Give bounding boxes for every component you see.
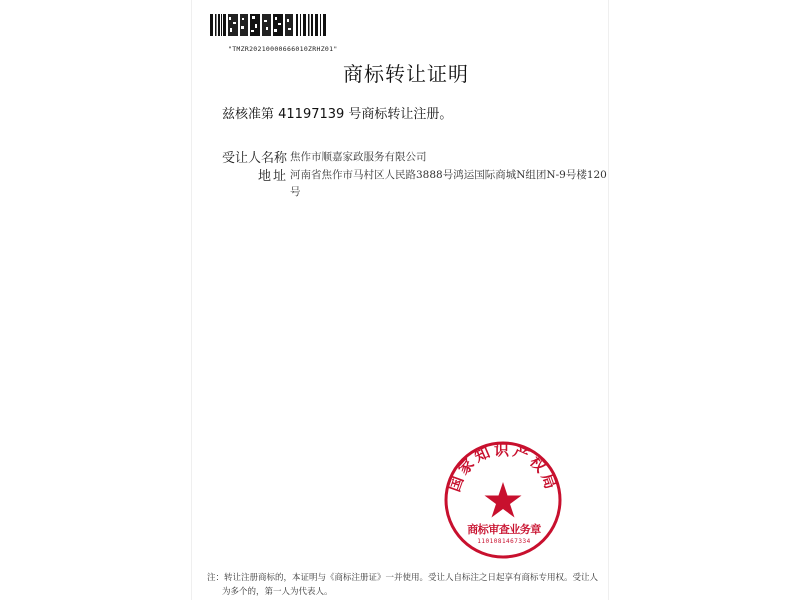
address-value-line2: 号 [290, 186, 301, 198]
footnote [207, 571, 597, 599]
approval-statement: 兹核准第 41197139 号商标转让注册。 [222, 107, 453, 122]
footnote-line2: 为多个的，第一人为代表人。 [222, 587, 333, 597]
document-title: 商标转让证明 [343, 62, 469, 86]
seal-unit-name: 商标审查业务章 [467, 523, 541, 536]
barcode-icon [210, 14, 328, 36]
transferee-value: 焦作市顺嘉家政服务有限公司 [290, 151, 427, 163]
address-label: 地址 [258, 169, 289, 184]
barcode-number: "TMZR20210000666010ZRHZ01" [228, 45, 338, 53]
address-value-line1: 河南省焦作市马村区人民路3888号鸿运国际商城N组团N-9号楼120 [290, 169, 607, 181]
barcode-block [210, 14, 350, 53]
footnote-line1: 注：转让注册商标的，本证明与《商标注册证》一并使用。受让人自标注之日起享有商标专用权。受让人 [207, 573, 599, 583]
seal-number: 1101081467334 [477, 538, 531, 545]
seal-org-name: 国家知识产权局 [445, 440, 561, 495]
transferee-label: 受让人名称 [222, 151, 288, 166]
